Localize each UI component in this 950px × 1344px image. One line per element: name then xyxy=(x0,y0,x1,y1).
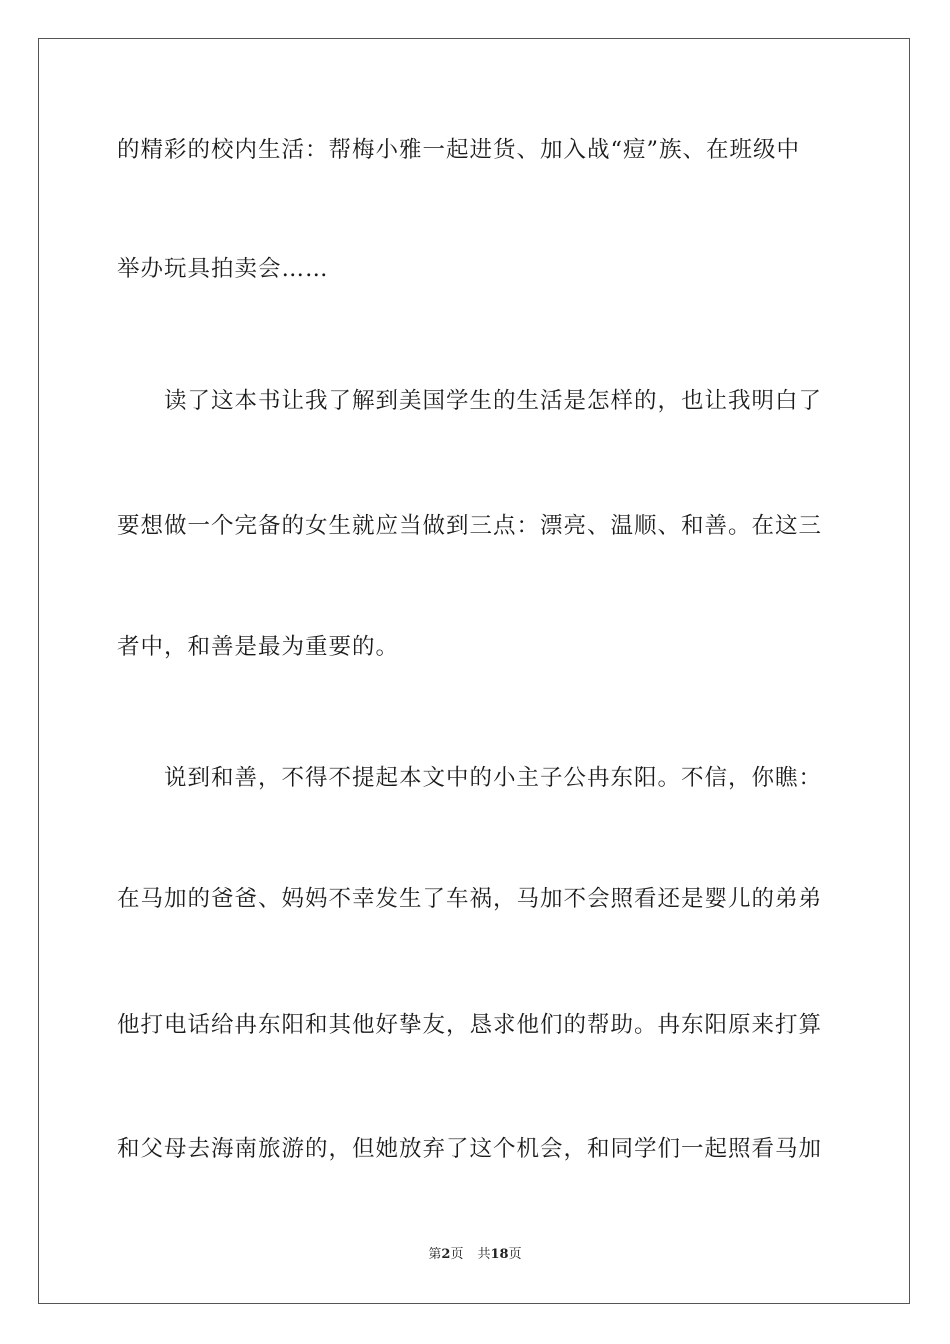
text-line-5: 者中，和善是最为重要的。 xyxy=(117,634,400,660)
page-prefix: 第 xyxy=(428,1247,442,1262)
paragraph-start-line-3: 读了这本书让我了解到美国学生的生活是怎样的，也让我明白了 xyxy=(164,388,823,414)
text-line-1: 的精彩的校内生活：帮梅小雅一起进货、加入战“痘”族、在班级中 xyxy=(117,137,801,163)
text-line-2: 举办玩具拍卖会…… xyxy=(117,256,329,282)
total-suffix: 页 xyxy=(508,1247,522,1262)
page-footer xyxy=(0,1246,950,1264)
paragraph-start-line-6: 说到和善，不得不提起本文中的小主子公冉东阳。不信，你瞧： xyxy=(164,765,823,791)
page-border xyxy=(38,38,910,1304)
text-line-9: 和父母去海南旅游的，但她放弃了这个机会，和同学们一起照看马加 xyxy=(117,1136,823,1162)
total-prefix: 共 xyxy=(477,1247,491,1262)
text-line-4: 要想做一个完备的女生就应当做到三点：漂亮、温顺、和善。在这三 xyxy=(117,513,823,539)
text-line-8: 他打电话给冉东阳和其他好挚友，恳求他们的帮助。冉东阳原来打算 xyxy=(117,1012,823,1038)
page-suffix: 页 xyxy=(450,1247,464,1262)
total-pages: 18 xyxy=(490,1247,509,1262)
text-line-7: 在马加的爸爸、妈妈不幸发生了车祸，马加不会照看还是婴儿的弟弟 xyxy=(117,886,823,912)
page-number: 2 xyxy=(441,1247,451,1262)
